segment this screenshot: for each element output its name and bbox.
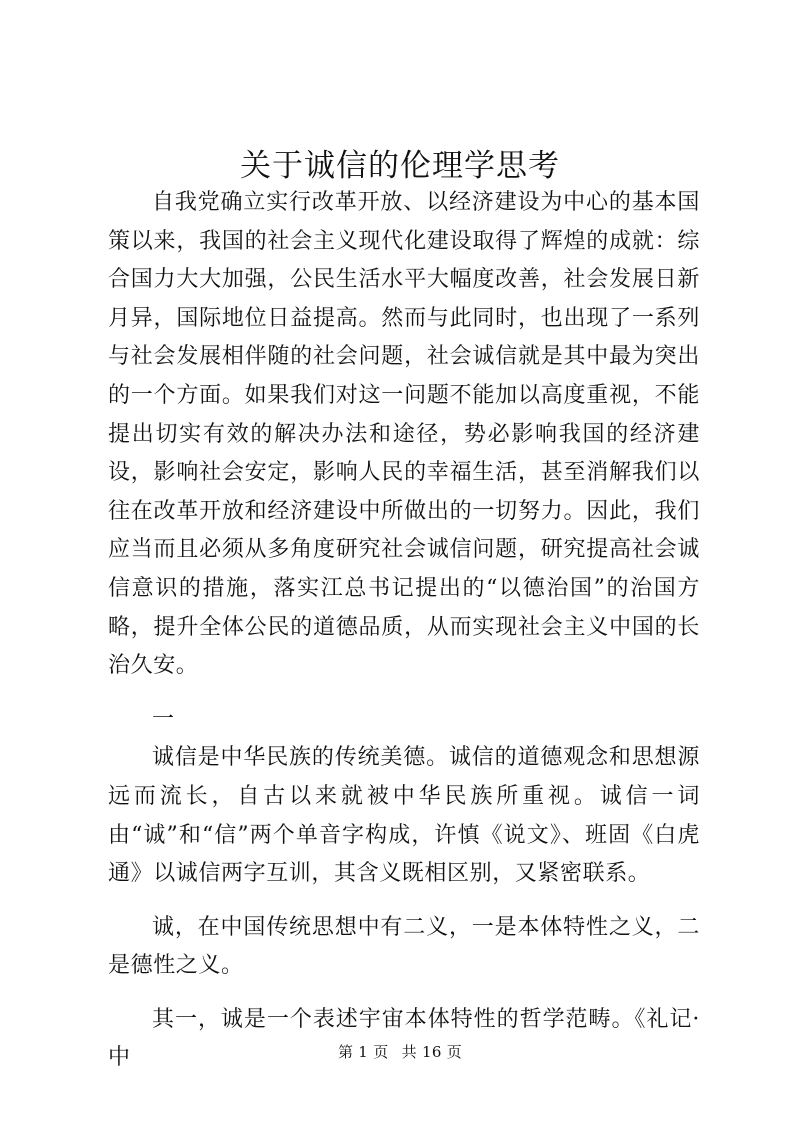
page-number: 第 1 页: [337, 1043, 389, 1061]
section-number: 一: [152, 706, 175, 732]
paragraph-cheng-meanings: 诚，在中国传统思想中有二义，一是本体特性之义，二是德性之义。: [108, 914, 700, 979]
paragraph-cheng-ontology: 其一，诚是一个表述宇宙本体特性的哲学范畴。《礼记·中: [108, 1006, 700, 1071]
paragraph-integrity-tradition: 诚信是中华民族的传统美德。诚信的道德观念和思想源远而流长，自古以来就被中华民族所重视。诚信一词由“诚”和“信”两个单音字构成，许慎《说文》、班固《白虎通》以诚信两字互训，其含义既相区别，又紧密联系。: [108, 745, 700, 887]
document-body: [108, 184, 700, 1078]
document-title: 关于诚信的伦理学思考: [240, 148, 560, 184]
page-total: 共 16 页: [401, 1043, 463, 1061]
page-footer: [0, 1041, 800, 1062]
paragraph-intro: 自我党确立实行改革开放、以经济建设为中心的基本国策以来，我国的社会主义现代化建设取得了辉煌的成就：综合国力大大加强，公民生活水平大幅度改善，社会发展日新月异，国际地位日益提高。然而与此同时，也出现了一系列与社会发展相伴随的社会问题，社会诚信就是其中最为突出的一个方面。如果我们对这一问题不能加以高度重视，不能提出切实有效的解决办法和途径，势必影响我国的经济建设，影响社会安定，影响人民的幸福生活，甚至消解我们以往在改革开放和经济建设中所做出的一切努力。因此，我们应当而且必须从多角度研究社会诚信问题，研究提高社会诚信意识的措施，落实江总书记提出的“以德治国”的治国方略，提升全体公民的道德品质，从而实现社会主义中国的长治久安。: [108, 190, 700, 679]
